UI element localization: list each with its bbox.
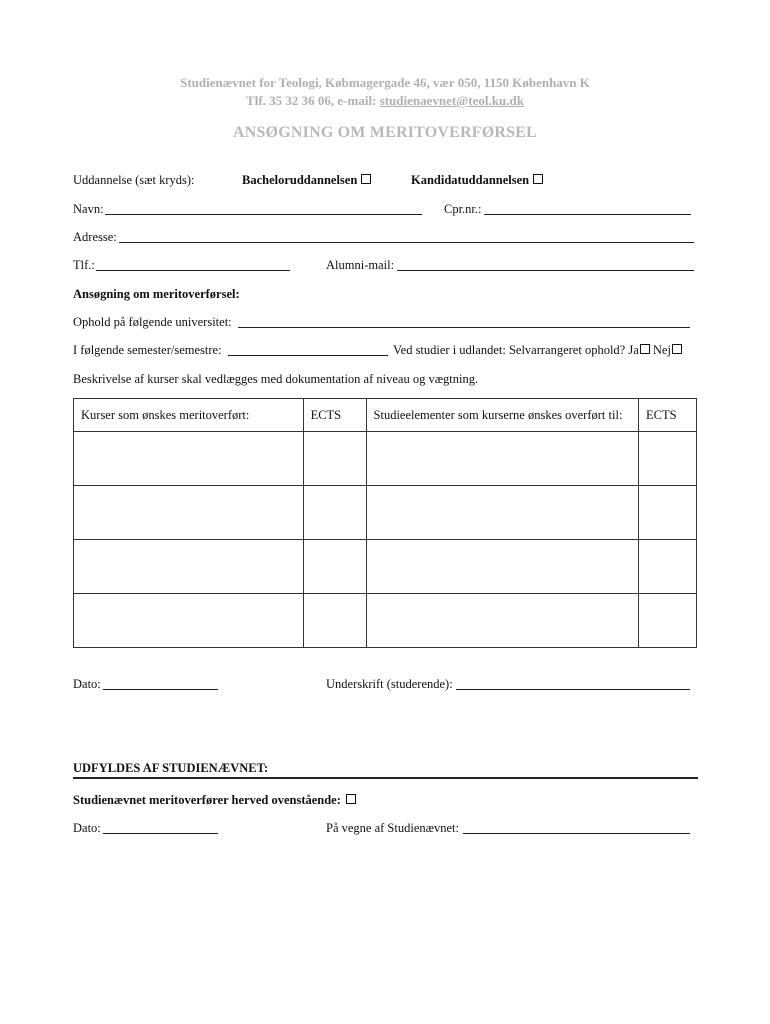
table-row (74, 486, 697, 540)
section-divider (73, 777, 698, 779)
address-label: Adresse: (73, 230, 117, 244)
header-courses: Kurser som ønskes meritoverført: (74, 399, 304, 432)
header-ects: ECTS (303, 399, 366, 432)
header-contact (0, 93, 770, 109)
description-note: Beskrivelse af kurser skal vedlægges med dokumentation af niveau og vægtning. (73, 372, 479, 386)
ects-cell[interactable] (303, 594, 366, 648)
ects-target-cell[interactable] (639, 594, 697, 648)
abroad-question (393, 343, 682, 358)
education-label: Uddannelse (sæt kryds): (73, 173, 195, 187)
ects-cell[interactable] (303, 486, 366, 540)
header-address: Studienævnet for Teologi, Købmagergade 46, vær 050, 1150 København K (180, 75, 590, 90)
table-row (74, 540, 697, 594)
course-cell[interactable] (74, 486, 304, 540)
phone-field[interactable] (96, 270, 290, 271)
board-approval (73, 793, 356, 808)
course-table (73, 398, 697, 648)
abroad-no-label: Nej (652, 343, 671, 357)
form-title: ANSØGNING OM MERITOVERFØRSEL (232, 124, 537, 141)
abroad-question-text: Ved studier i udlandet: Selvarrangeret ophold? Ja (393, 343, 639, 357)
behalf-label: På vegne af Studienævnet: (326, 821, 459, 835)
study-element-cell[interactable] (366, 594, 638, 648)
bachelor-label: Bacheloruddannelsen (242, 173, 358, 187)
behalf-signature-field[interactable] (463, 833, 690, 834)
cpr-field[interactable] (484, 214, 691, 215)
kandidat-label: Kandidatuddannelsen (411, 173, 530, 187)
phone-label: Tlf.: (73, 258, 95, 272)
address-field[interactable] (119, 242, 694, 243)
alumni-mail-field[interactable] (397, 270, 694, 271)
header-ects-target: ECTS (639, 399, 697, 432)
alumni-mail-label: Alumni-mail: (326, 258, 395, 272)
board-heading: UDFYLDES AF STUDIENÆVNET: (73, 761, 269, 775)
ects-cell[interactable] (303, 432, 366, 486)
abroad-no-checkbox[interactable] (672, 344, 682, 354)
course-cell[interactable] (74, 594, 304, 648)
name-label: Navn: (73, 202, 104, 216)
study-element-cell[interactable] (366, 486, 638, 540)
signature-field[interactable] (456, 689, 690, 690)
education-option-kandidat (411, 173, 543, 188)
header-study-elements: Studieelementer som kurserne ønskes overført til: (366, 399, 638, 432)
kandidat-checkbox[interactable] (533, 174, 543, 184)
table-row (74, 594, 697, 648)
abroad-yes-checkbox[interactable] (640, 344, 650, 354)
education-option-bachelor (242, 173, 371, 188)
approval-checkbox[interactable] (346, 794, 356, 804)
course-cell[interactable] (74, 432, 304, 486)
stay-label: Ophold på følgende universitet: (73, 315, 232, 329)
ects-target-cell[interactable] (639, 486, 697, 540)
ects-target-cell[interactable] (639, 432, 697, 486)
semester-label: I følgende semester/semestre: (73, 343, 222, 357)
date-label: Dato: (73, 677, 101, 691)
cpr-label: Cpr.nr.: (444, 202, 482, 216)
table-header-row (74, 399, 697, 432)
name-field[interactable] (105, 214, 422, 215)
application-heading: Ansøgning om meritoverførsel: (73, 287, 240, 301)
study-element-cell[interactable] (366, 540, 638, 594)
board-date-field[interactable] (103, 833, 218, 834)
course-cell[interactable] (74, 540, 304, 594)
board-approval-text: Studienævnet meritoverfører herved ovenstående: (73, 793, 341, 807)
study-element-cell[interactable] (366, 432, 638, 486)
ects-target-cell[interactable] (639, 540, 697, 594)
semester-field[interactable] (228, 355, 388, 356)
ects-cell[interactable] (303, 540, 366, 594)
signature-label: Underskrift (studerende): (326, 677, 453, 691)
table-row (74, 432, 697, 486)
stay-university-field[interactable] (238, 327, 690, 328)
header-contact-prefix: Tlf. 35 32 36 06, e-mail: (246, 93, 380, 108)
bachelor-checkbox[interactable] (361, 174, 371, 184)
date-field[interactable] (103, 689, 218, 690)
board-date-label: Dato: (73, 821, 101, 835)
header-email-link[interactable]: studienaevnet@teol.ku.dk (379, 93, 524, 108)
